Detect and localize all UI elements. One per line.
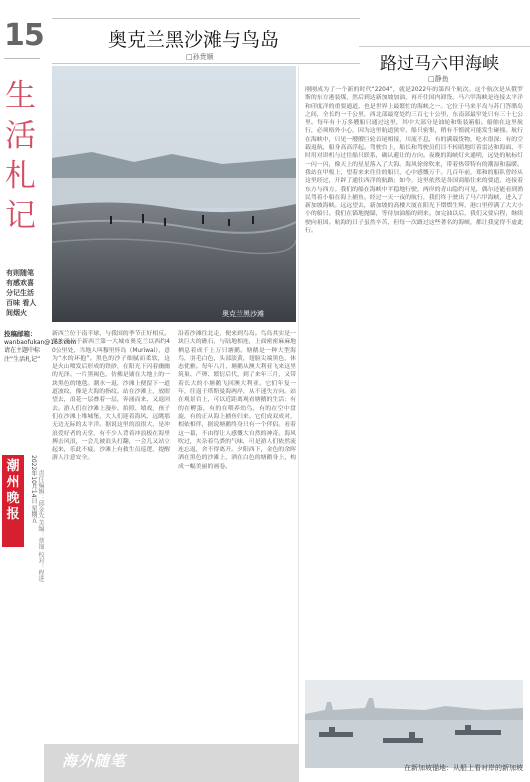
column-divider	[298, 66, 299, 766]
editor-credits: 责任编辑：邱金先 美编：蔡钿 校对：程进	[37, 470, 44, 582]
section-motto: 有则随笔 有感欢喜 分记生活百味 看人间烟火	[6, 269, 37, 317]
article2-title: 路过马六甲海峡	[380, 54, 499, 74]
article1-title: 奥克兰黑沙滩与鸟岛	[108, 29, 280, 51]
contact-note: 请在主题中标注“生活札记”	[4, 347, 41, 363]
paper-date: 2022年10月14日 星期五	[30, 455, 37, 524]
page-number-rule	[4, 58, 40, 59]
section-title: 生活札记	[5, 78, 36, 234]
article1-photo-caption: 奥克兰黑沙滩	[222, 310, 264, 318]
paper-logo: 潮州晚报	[2, 455, 24, 547]
article1-body-col1: 新西兰位于南半球，与我国的季节正好相反。黑沙滩位于新西兰第一大城市奥克兰以西约40公里处，当地人叫穆里怀岛（Muriwai），意为“水的环抱”。黑色的沙子细腻而柔软，这是火山喷发后形成的铁砂，在阳光下闪着幽幽的光泽。一片黑褐色，仿佛是铺在大地上的一块黑色的地毯。潮水一退，沙滩上便留下一道道波纹，像是大海的指纹。站在沙滩上，放眼望去，浪花一层叠着一层，奔涌而来，又退回去。游人们在沙滩上漫步、拍照、嬉戏，孩子们在沙滩上堆城堡，大人们迎着海风，远眺那无边无际的太平洋。据说这里的浪很大，是冲浪爱好者的天堂，有不少人背着冲浪板在海里搏击风浪，一会儿被浪头打翻，一会儿又站立起来，乐此不疲。沙滩上有救生员巡逻，提醒游人注意安全。	[52, 331, 170, 462]
left-sidebar	[0, 0, 77, 782]
singapore-anchorage-image	[305, 680, 523, 768]
article2-author: □静鱼	[428, 75, 449, 83]
page-number: 15	[4, 18, 44, 53]
contact-email[interactable]: wanbaofukan@163.com	[4, 338, 77, 346]
article2-body: 刚刚成为了一个新的时代“2204”，就是2022年的第四个航次。这个航次是从俄罗斯的东方港装煤，然后到达新加坡加油，再开往国内卸货。马六甲海峡是连接太平洋和印度洋的重要通道，也是世界上最繁忙的海峡之一。它位于马来半岛与苏门答腊岛之间，全长约一千公里，西北部最宽处约三百七十公里，东南部最窄处只有三十七公里。每年有十万多艘船只通过这里，其中大部分是油轮和集装箱船。船舶在这里航行，必须格外小心，因为这里航道狭窄，船只密集，稍有不慎就可能发生碰撞。航行在海峡中，只见一艘艘巨轮首尾相接，川流不息，有的满载货物，吃水很深；有的空载返航，船身高高浮起。驾驶台上，船长和驾驶员们目不转睛地盯着雷达和海面，不时用对讲机与过往船只联系，确认避让的方向。夜晚的海峡灯火通明，远处的航标灯一闪一闪，像天上的星星落入了大海。海风徐徐吹来，带着热带特有的潮湿和温暖。我站在甲板上，望着来来往往的船只，心中感慨万千。几百年前，郑和的船队曾经从这里经过，开辟了通往西洋的航路；如今，这里依然是各国商船往来的要道，连接着东方与西方。我们的船在海峡中平稳地行驶，两岸的青山隐约可见，偶尔还能看到渔民驾着小船在海上捕鱼。经过一天一夜的航行，我们终于驶出了马六甲海峡，进入了新加坡海峡。远远望去，新加坡的高楼大厦在阳光下熠熠生辉，港口里停满了大大小小的船只。我们在锚地抛锚，等待加油船的到来。加完油以后，我们又要启程，继续驶向祖国。航海的日子虽然辛苦，但每一次路过这些著名的海峡，都让我觉得不虚此行。	[305, 87, 523, 235]
contact-title: 投稿邮箱：	[4, 330, 37, 338]
article1-author: □孙贵顺	[186, 53, 214, 61]
contact-info	[4, 330, 77, 364]
black-sand-beach-image	[52, 66, 296, 322]
footer-column-name: 海外随笔	[62, 752, 127, 770]
article1-photo	[52, 66, 296, 322]
article2-title-rule	[359, 46, 530, 47]
article2-photo	[305, 680, 523, 768]
article2-photo-caption: 在新加坡锚地：从船上看对岸的新加坡	[404, 764, 523, 772]
article1-body-col2: 沿着沙滩往北走，便来到鸟岛。鸟岛其实是一块巨大的礁石，与陆地相连，上面密密麻麻地栖息着成千上万只塘鹅。塘鹅是一种大型海鸟，羽毛白色，头部淡黄，翅膀尖端黑色，体态优雅。每年八月，塘鹅从澳大利亚飞来这里筑巢、产卵、繁衍后代，到了来年三月，又带着长大的小塘鹅飞回澳大利亚。它们年复一年，往返于塔斯曼海两岸，从不迷失方向。站在观景台上，可以近距离观看塘鹅的生活：有的在孵蛋，有的在喂养幼鸟，有的在空中盘旋，有的正从海上捕鱼归来。它们成双成对，相依相伴，据说塘鹅终身只有一个伴侣。看着这一幕，不由得让人感慨大自然的神奇。海风吹过，夹杂着鸟粪的气味，可是游人们依然流连忘返，舍不得离开。夕阳西下，金色的余晖洒在黑色的沙滩上，洒在白色的塘鹅身上，构成一幅美丽的画卷。	[178, 331, 296, 470]
